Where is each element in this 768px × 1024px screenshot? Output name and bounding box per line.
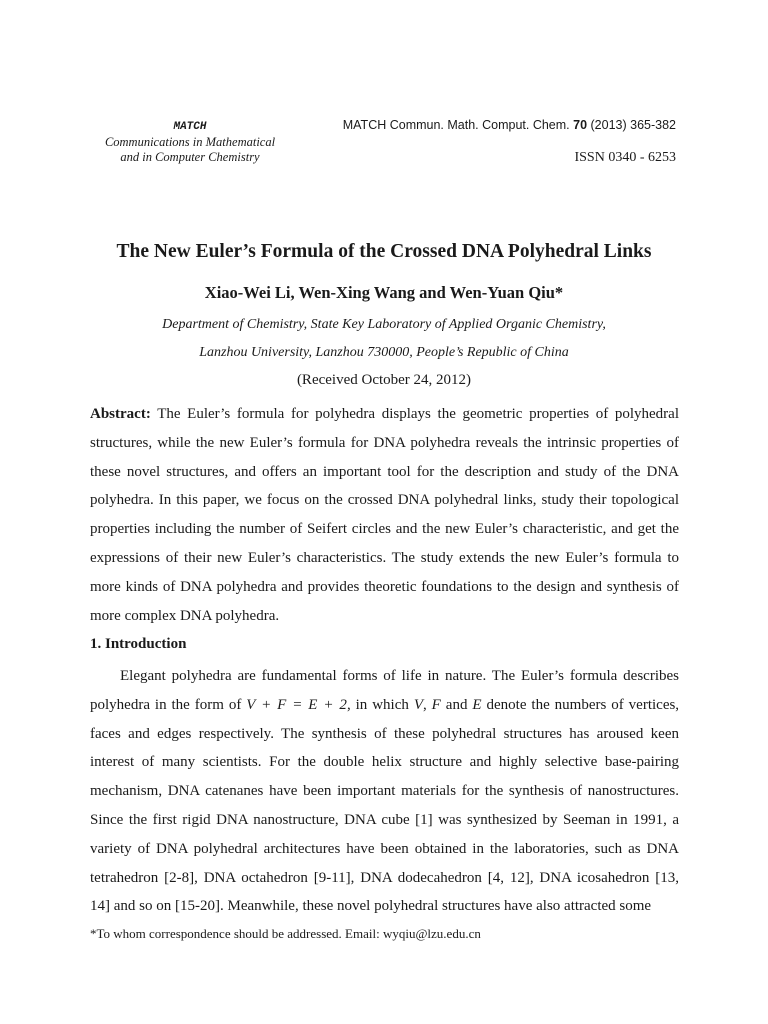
var-f: F <box>431 696 441 713</box>
received-date: (Received October 24, 2012) <box>296 372 472 388</box>
intro-sep: , <box>422 696 427 713</box>
citation <box>343 118 676 132</box>
journal-name-block <box>90 120 290 165</box>
issn: ISSN 0340 - 6253 <box>574 150 676 165</box>
abstract <box>90 400 679 630</box>
abstract-label: Abstract: <box>90 406 151 422</box>
intro-text-rest: denote the numbers of vertices, faces and edges respectively. The synthesis of these polyhedral structures has aroused keen interest of many scientists. For the double helix structure and highly selective base-pairing mechanism, DNA catenanes have been important materials for the synthesis of nanostructures. Since the first rigid DNA nanostructure, DNA cube [1] was synthesized by Seeman in 1991, a variety of DNA polyhedral architectures have been obtained in the laboratories, such as DNA tetrahedron [2-8], DNA octahedron [9-11], DNA dodecahedron [4, 12], DNA icosahedron [13, 14] and so on [15-20]. Meanwhile, these novel polyhedral structures have also attracted some <box>90 696 680 915</box>
paper-authors: Xiao-Wei Li, Wen-Xing Wang and Wen-Yuan Qiu* <box>204 283 564 302</box>
introduction-paragraph <box>90 662 679 921</box>
introduction-body <box>90 662 679 921</box>
paper-title: The New Euler’s Formula of the Crossed DNA Polyhedral Links <box>116 241 652 262</box>
var-v: V <box>413 696 423 713</box>
section-heading-introduction: 1. Introduction <box>90 636 187 652</box>
var-e: E <box>472 696 482 713</box>
euler-formula: V + F = E + 2 <box>246 696 347 713</box>
journal-name-line2: and in Computer Chemistry <box>120 150 260 164</box>
intro-text-start: Elegant polyhedra are fundamental forms of life in nature. The Euler’s formula describes polyhedra in the form of <box>90 668 679 713</box>
journal-abbreviation: MATCH <box>173 121 207 133</box>
citation-volume: 70 <box>573 118 588 132</box>
affiliation-line2: Lanzhou University, Lanzhou 730000, People’s Republic of China <box>199 345 569 360</box>
intro-text-after-formula: , in which <box>346 696 409 713</box>
footnote: *To whom correspondence should be addressed. Email: wyqiu@lzu.edu.cn <box>90 926 481 941</box>
citation-prefix: MATCH Commun. Math. Comput. Chem. <box>342 118 570 132</box>
intro-and: and <box>445 696 468 713</box>
abstract-paragraph <box>90 400 679 630</box>
journal-name-line1: Communications in Mathematical <box>104 135 276 149</box>
affiliation-line1: Department of Chemistry, State Key Laboratory of Applied Organic Chemistry, <box>162 317 606 332</box>
abstract-text: The Euler’s formula for polyhedra displays the geometric properties of polyhedral structures, while the new Euler’s formula for DNA polyhedra reveals the intrinsic properties of these novel structures, and offers an important tool for the description and study of the DNA polyhedra. In this paper, we focus on the crossed DNA polyhedral links, study their topological properties including the number of Seifert circles and the new Euler’s characteristic, and get the expressions of their new Euler’s characteristics. The study extends the new Euler’s formula to more kinds of DNA polyhedra and provides theoretic foundations to the design and synthesis of more complex DNA polyhedra. <box>90 406 679 624</box>
citation-suffix: (2013) 365-382 <box>590 118 676 132</box>
